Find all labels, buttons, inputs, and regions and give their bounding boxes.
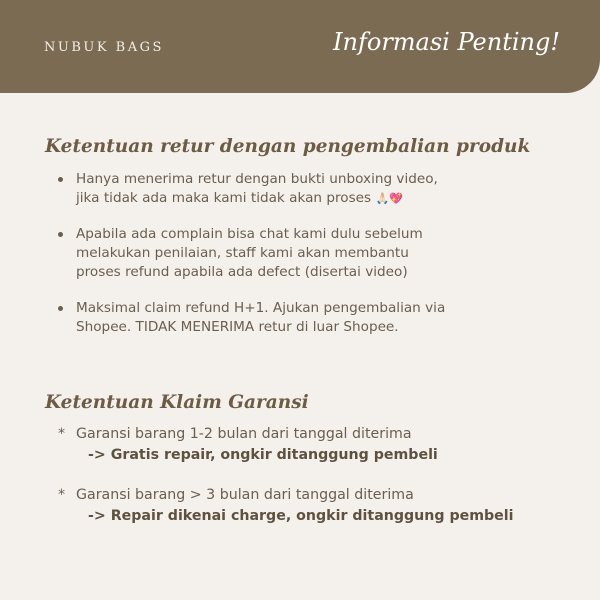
garansi-result: -> Repair dikenai charge, ongkir ditanggung pembeli: [88, 508, 514, 524]
garansi-item: [58, 424, 578, 466]
retur-item: [54, 170, 554, 208]
garansi-condition: Garansi barang > 3 bulan dari tanggal diterima: [76, 487, 414, 503]
retur-item: [54, 225, 554, 282]
bullet-icon: [58, 232, 63, 237]
retur-item-line: Maksimal claim refund H+1. Ajukan pengembalian via: [76, 300, 446, 316]
brand-logo: NUBUK BAGS: [44, 40, 164, 55]
garansi-item: [58, 485, 578, 527]
retur-item-line: melakukan penilaian, staff kami akan membantu: [76, 245, 409, 261]
asterisk-icon: *: [58, 487, 66, 503]
pray-heart-emoji-icon: 🙏🏻💖: [375, 192, 403, 205]
asterisk-icon: *: [58, 426, 66, 442]
retur-item-line: Apabila ada complain bisa chat kami dulu sebelum: [76, 226, 423, 242]
bullet-icon: [58, 177, 63, 182]
bullet-icon: [58, 306, 63, 311]
header-banner: [0, 0, 600, 93]
garansi-result: -> Gratis repair, ongkir ditanggung pembeli: [88, 447, 438, 463]
retur-item-line: Shopee. TIDAK MENERIMA retur di luar Shopee.: [76, 319, 399, 335]
retur-item-line: Hanya menerima retur dengan bukti unboxing video,: [76, 171, 438, 187]
garansi-condition: Garansi barang 1-2 bulan dari tanggal diterima: [76, 426, 412, 442]
retur-list: [54, 170, 554, 354]
header-title: Informasi Penting!: [333, 28, 560, 56]
retur-item-line: jika tidak ada maka kami tidak akan proses 🙏🏻💖: [76, 190, 403, 206]
retur-item-line: proses refund apabila ada defect (disertai video): [76, 264, 408, 280]
retur-section-title: Ketentuan retur dengan pengembalian produk: [45, 136, 531, 157]
retur-item: [54, 299, 554, 337]
garansi-section-title: Ketentuan Klaim Garansi: [45, 392, 309, 413]
